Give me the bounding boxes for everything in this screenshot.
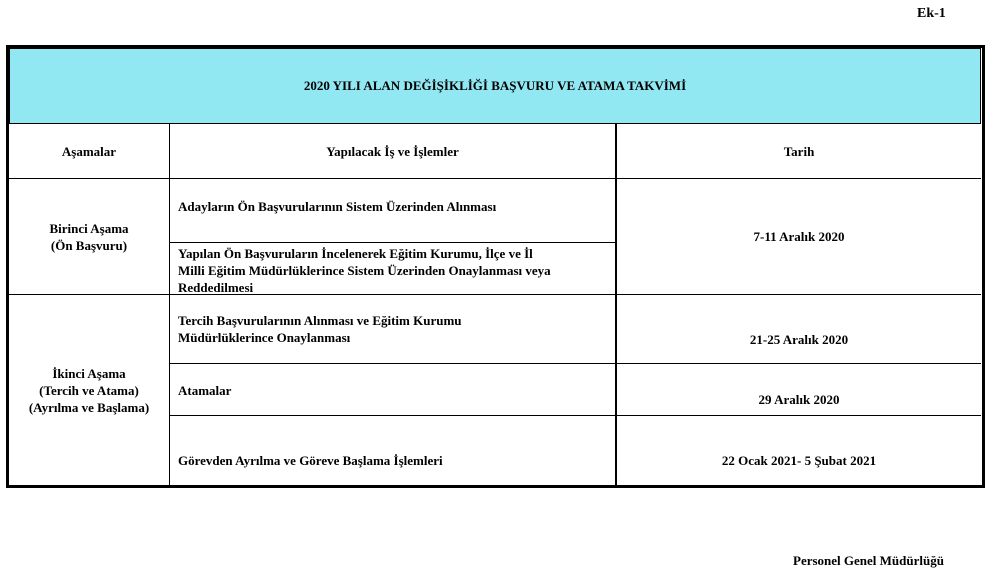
stage2-date2 [617,390,981,408]
stage1-date [617,179,981,294]
stage2-date3 [617,451,981,469]
column-header-label: Tarih [783,143,815,159]
task-text: Görevden Ayrılma ve Göreve Başlama İşlemleri [178,452,443,468]
stage2-task3 [178,451,613,469]
stage1-name [9,179,169,294]
task-text: Atamalar [178,382,232,398]
date-text: 29 Aralık 2020 [758,391,840,407]
date-text: 22 Ocak 2021- 5 Şubat 2021 [721,452,877,468]
row-divider [170,242,615,243]
table-title [9,48,981,124]
table-title-text: 2020 YILI ALAN DEĞİŞİKLİĞİ BAŞVURU VE ATAMA TAKVİMİ [303,78,687,93]
stage2-name-line: (Ayrılma ve Başlama) [28,400,150,415]
stage2-name-line: İkinci Aşama [52,366,126,381]
stage2-task1 [178,312,613,348]
column-header-label: Aşamalar [61,143,117,159]
task-text: Adayların Ön Başvurularının Sistem Üzerinden Alınması [178,198,497,214]
row-divider [170,363,981,364]
task-text-line: Milli Eğitim Müdürlüklerince Sistem Üzerinden Onaylanması veya [178,263,551,278]
task-text-line: Reddedilmesi [178,280,254,295]
stage2-name-line: (Tercih ve Atama) [39,383,139,398]
stage1-task2 [178,245,613,294]
footer-organization: Personel Genel Müdürlüğü [793,553,944,568]
column-header-label: Yapılacak İş ve İşlemler [326,143,459,159]
date-text: 21-25 Aralık 2020 [749,331,849,347]
column-header-tasks [170,124,615,178]
annex-label: Ek-1 [917,6,946,21]
stage1-name-line: Birinci Aşama [49,220,129,236]
column-divider [169,124,170,486]
task-text-line: Tercih Başvurularının Alınması ve Eğitim Kurumu [178,313,462,328]
date-text: 7-11 Aralık 2020 [753,229,845,244]
stage1-task1 [178,179,613,233]
column-header-stages [9,124,169,178]
column-header-date [617,124,981,178]
task-text-line: Yapılan Ön Başvuruların İncelenerek Eğitim Kurumu, İlçe ve İl [178,246,533,261]
stage2-date1 [617,330,981,348]
stage2-name [9,295,169,486]
stage2-task2 [178,381,613,399]
task-text-line: Müdürlüklerince Onaylanması [178,330,351,345]
row-divider [170,415,981,416]
stage1-name-line: (Ön Başvuru) [50,237,128,253]
